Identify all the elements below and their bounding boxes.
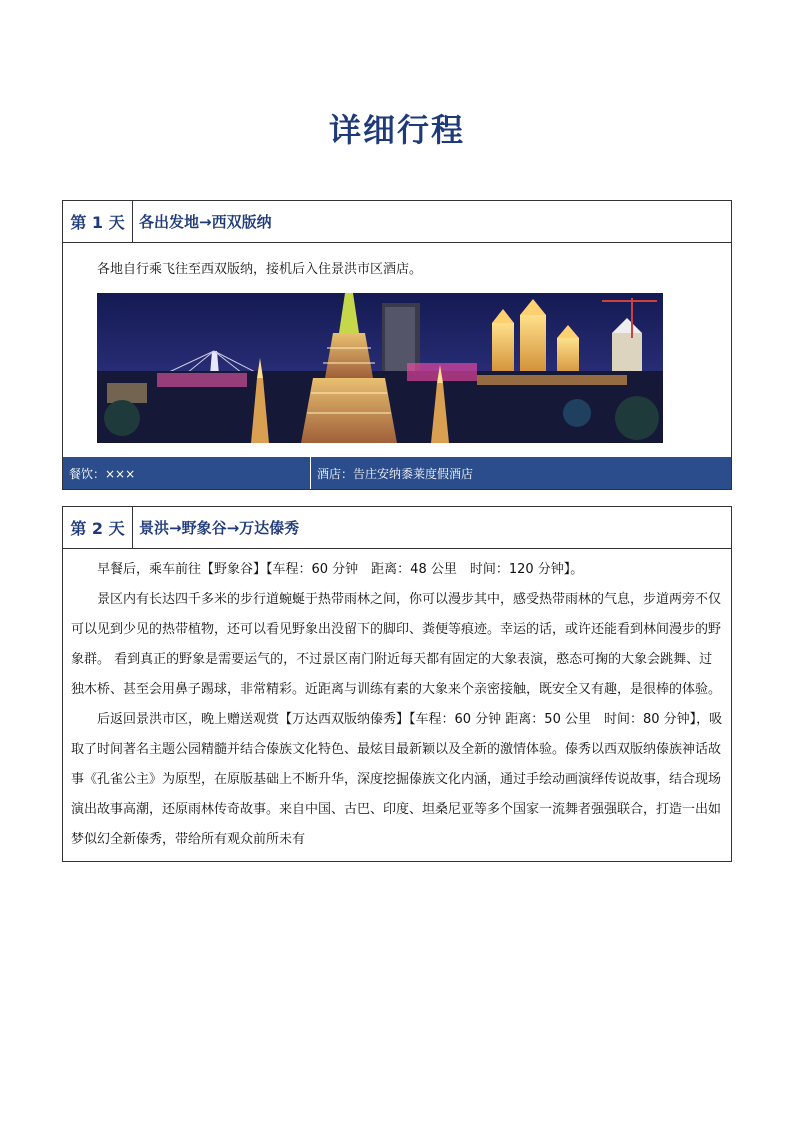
day-2-route: 景洪→野象谷→万达傣秀 [139, 519, 300, 537]
day-2-paragraph-2: 景区内有长达四千多米的步行道蜿蜒于热带雨林之间，你可以漫步其中，感受热带雨林的气息，步道两旁不仅可以见到少见的热带植物，还可以看见野象出没留下的脚印、粪便等痕迹。幸运的话，或许还能看到林间漫步的野象群。 看到真正的野象是需要运气的，不过景区南门附近每天都有固定的大象表演，憨态可掬的大象会跳舞、过独木桥、甚至会用鼻子踢球，非常精彩。近距离与训练有素的大象来个亲密接触，既安全又有趣，是很棒的体验。 [71, 592, 722, 697]
day-2-paragraph-1: 早餐后，乘车前往【野象谷】【车程：60 分钟 距离：48 公里 时间：120 分钟】。 [97, 562, 584, 577]
day-1-header [63, 201, 731, 243]
day-1-info-bar [63, 457, 731, 489]
day-1-route: 各出发地→西双版纳 [139, 213, 272, 231]
day-1-meal: 餐饮：××× [63, 457, 311, 489]
day-1-description: 各地自行乘飞往至西双版纳，接机后入住景洪市区酒店。 [97, 262, 423, 277]
day-2-header [63, 507, 731, 549]
day-1-hotel: 酒店：告庄安纳黍莱度假酒店 [317, 466, 474, 481]
night-city-photo [97, 293, 663, 443]
page-title: 详细行程 [328, 111, 465, 149]
day-2-section [62, 506, 732, 862]
day-2-label: 第 2 天 [63, 507, 133, 548]
day-1-label: 第 1 天 [63, 201, 133, 242]
day-1-body [63, 243, 731, 443]
day-2-body [63, 549, 731, 861]
day-1-section [62, 200, 732, 490]
day-2-paragraph-3: 后返回景洪市区，晚上赠送观赏【万达西双版纳傣秀】【车程：60 分钟 距离：50 公里 时间：80 分钟】，吸取了时间著名主题公园精髓并结合傣族文化特色、最炫目最新颖以及全新的激情体验。傣秀以西双版纳傣族神话故事《孔雀公主》为原型，在原版基础上不断升华，深度挖掘傣族文化内涵，通过手绘动画演绎传说故事，结合现场演出故事高潮，还原雨林传奇故事。来自中国、古巴、印度、坦桑尼亚等多个国家一流舞者强强联合，打造一出如梦似幻全新傣秀，带给所有观众前所未有 [71, 712, 723, 847]
